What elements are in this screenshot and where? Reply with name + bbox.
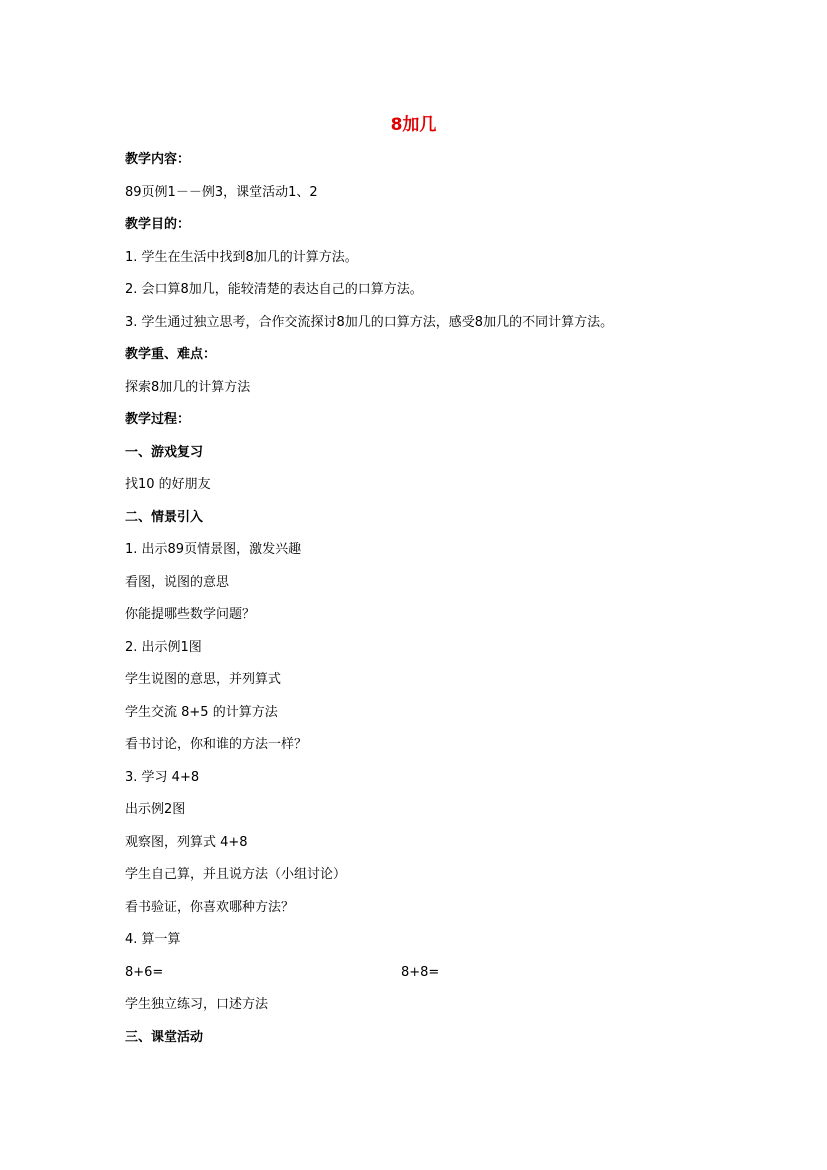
exercise-right: 8+8= (401, 965, 440, 980)
paragraph: 找10 的好朋友 (125, 477, 211, 492)
paragraph: 1. 出示89页情景图，激发兴趣 (125, 542, 302, 557)
paragraph: 学生自己算，并且说方法（小组讨论） (125, 867, 347, 882)
paragraph: 3. 学习 4+8 (125, 770, 200, 785)
paragraph: 探索8加几的计算方法 (125, 380, 251, 395)
heading-process: 教学过程： (125, 412, 191, 427)
paragraph: 学生交流 8+5 的计算方法 (125, 705, 278, 720)
paragraph: 看书验证，你喜欢哪种方法？ (125, 900, 295, 915)
paragraph: 学生说图的意思，并列算式 (125, 672, 282, 687)
paragraph: 2. 会口算8加几，能较清楚的表达自己的口算方法。 (125, 282, 423, 297)
paragraph: 出示例2图 (125, 802, 186, 817)
heading-objectives: 教学目的： (125, 217, 191, 232)
section-heading: 一、游戏复习 (125, 445, 204, 460)
paragraph: 1. 学生在生活中找到8加几的计算方法。 (125, 250, 358, 265)
paragraph: 4. 算一算 (125, 932, 181, 947)
heading-content: 教学内容： (125, 152, 191, 167)
exercise-left: 8+6= (125, 965, 164, 980)
paragraph: 你能提哪些数学问题？ (125, 607, 256, 622)
paragraph: 2. 出示例1图 (125, 640, 202, 655)
heading-key-points: 教学重、难点： (125, 347, 217, 362)
paragraph: 89页例1－－例3，课堂活动1、2 (125, 185, 318, 200)
document-title: 8加几 (390, 115, 437, 135)
paragraph: 3. 学生通过独立思考，合作交流探讨8加几的口算方法，感受8加几的不同计算方法。 (125, 315, 614, 330)
paragraph: 看图，说图的意思 (125, 575, 230, 590)
paragraph: 看书讨论，你和谁的方法一样？ (125, 737, 308, 752)
paragraph: 观察图，列算式 4+8 (125, 835, 248, 850)
section-heading: 三、课堂活动 (125, 1030, 204, 1045)
section-heading: 二、情景引入 (125, 510, 204, 525)
paragraph: 学生独立练习，口述方法 (125, 997, 269, 1012)
